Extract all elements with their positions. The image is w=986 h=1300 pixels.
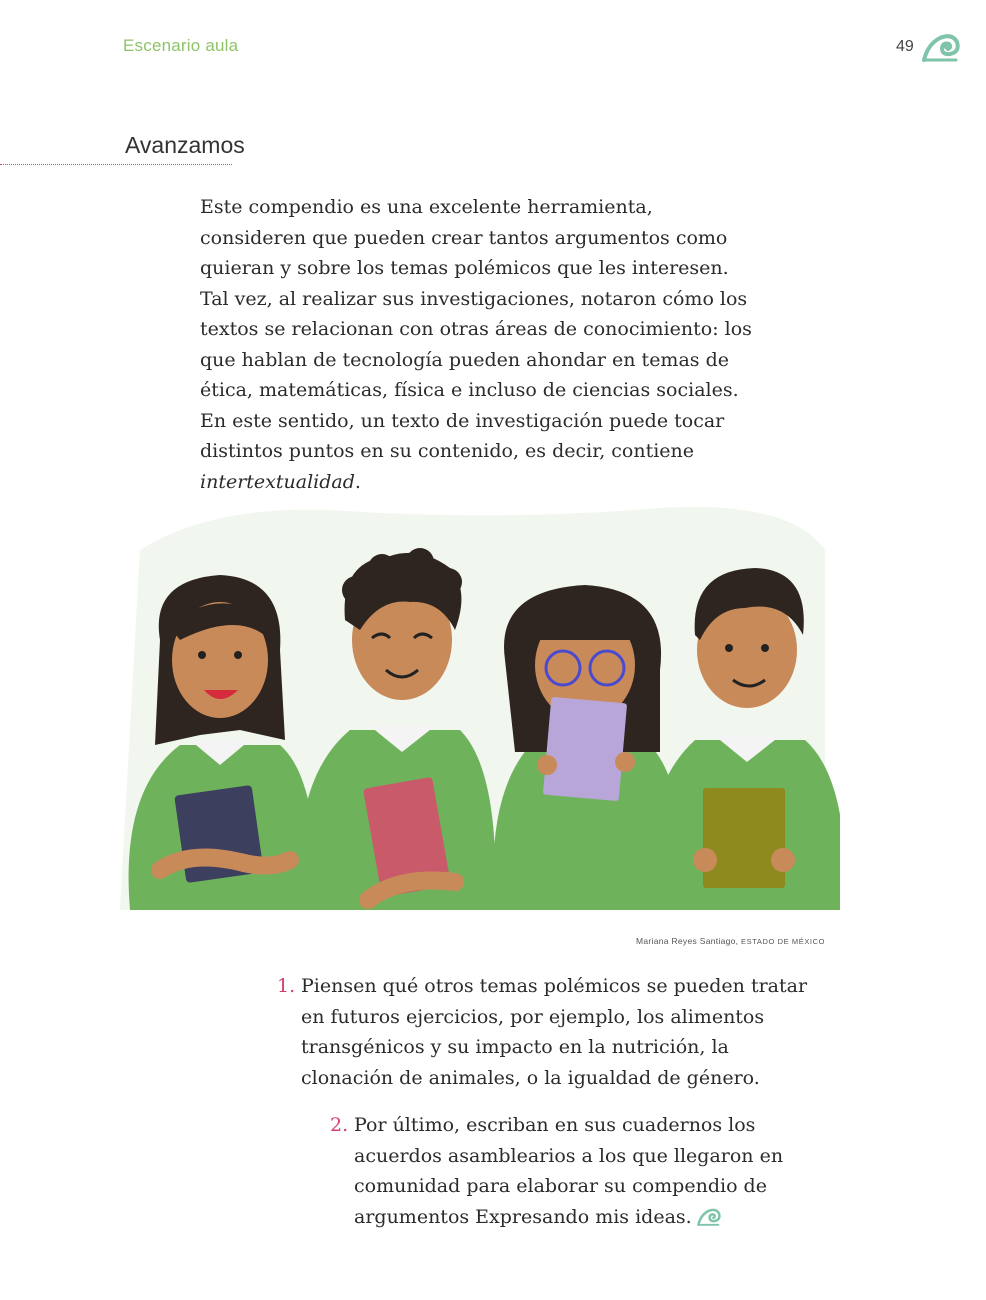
activity-item-1	[277, 971, 821, 1093]
intro-emphasis: intertextualidad	[200, 470, 355, 493]
intro-paragraph	[200, 192, 760, 497]
page-number: 49	[896, 38, 914, 55]
activity-text: Por último, escriban en sus cuadernos los acuerdos asamblearios a los que llegaron en comunidad para elaborar su compendio de argumentos Expresando mis ideas.	[354, 1114, 784, 1228]
students-illustration	[100, 490, 840, 930]
intro-text-end: .	[354, 470, 361, 493]
activity-text: Piensen qué otros temas polémicos se pueden tratar en futuros ejercicios, por ejemplo, los alimentos transgénicos y su impacto en la nutrición, la clonación de animales, o la igualdad de género.	[301, 975, 808, 1089]
snail-end-icon	[696, 1206, 722, 1226]
activity-item-2	[330, 1110, 824, 1232]
credit-place: ESTADO DE MÉXICO	[741, 937, 826, 946]
snail-logo-icon	[922, 30, 960, 62]
illustration-credit	[636, 936, 825, 946]
running-header-section: Escenario aula	[123, 36, 239, 55]
section-title: Avanzamos	[125, 132, 245, 158]
credit-name: Mariana Reyes Santiago,	[636, 936, 739, 946]
title-divider	[0, 164, 232, 165]
intro-text: Este compendio es una excelente herramienta, consideren que pueden crear tantos argumentos como quieran y sobre los temas polémicos que les interesen. Tal vez, al realizar sus investigaciones, notaron cómo los textos se relacionan con otras áreas de conocimiento: los que hablan de tecnología pueden ahondar en temas de ética, matemáticas, física e incluso de ciencias sociales. En este sentido, un texto de investigación puede tocar distintos puntos en su contenido, es decir, contiene	[200, 196, 752, 462]
activity-number: 1.	[277, 975, 296, 997]
activity-number: 2.	[330, 1114, 349, 1136]
